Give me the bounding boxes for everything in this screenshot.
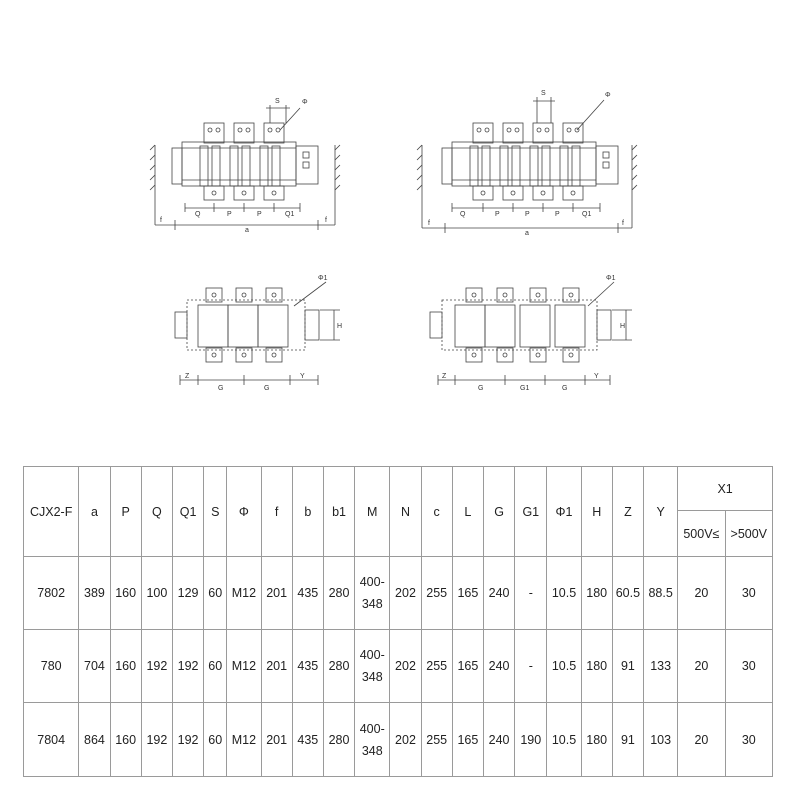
cell: 202 — [390, 703, 421, 777]
cell: 160 — [110, 703, 141, 777]
label-phi: Φ — [302, 99, 308, 106]
subheader-cell: >500V — [725, 511, 772, 557]
label-p: P — [495, 211, 500, 218]
header-cell: CJX2-F — [24, 467, 79, 557]
header-cell: Q — [141, 467, 172, 557]
header-cell: Q1 — [172, 467, 203, 557]
cell: 240 — [483, 630, 514, 703]
header-cell: G1 — [515, 467, 547, 557]
cell: 280 — [323, 557, 354, 630]
label-p: P — [227, 211, 232, 218]
header-cell: c — [421, 467, 452, 557]
cell: 180 — [581, 703, 612, 777]
label-a: a — [245, 227, 249, 234]
label-h: H — [337, 323, 343, 330]
drawing-bottom-right — [430, 282, 632, 385]
cell: 389 — [79, 557, 110, 630]
label-g: G — [218, 385, 224, 392]
label-h: H — [620, 323, 626, 330]
cell: 91 — [612, 630, 643, 703]
cell: 435 — [292, 557, 323, 630]
header-cell: a — [79, 467, 110, 557]
header-cell: P — [110, 467, 141, 557]
label-f: f — [622, 220, 624, 227]
cell: 133 — [644, 630, 678, 703]
cell: 192 — [172, 630, 203, 703]
cell: 192 — [141, 703, 172, 777]
dimension-table — [23, 466, 773, 777]
cell-m-bottom: 348 — [361, 670, 383, 684]
cell: 60 — [204, 630, 227, 703]
cell: 201 — [261, 557, 292, 630]
cell: 704 — [79, 630, 110, 703]
subheader-cell: 500V≤ — [678, 511, 725, 557]
label-z: Z — [185, 373, 190, 380]
cell-m — [355, 630, 390, 703]
cell: 240 — [483, 703, 514, 777]
header-cell: b — [292, 467, 323, 557]
header-cell: f — [261, 467, 292, 557]
cell: - — [515, 557, 547, 630]
cell: 201 — [261, 630, 292, 703]
label-s: S — [541, 90, 546, 97]
cell: 201 — [261, 703, 292, 777]
label-g: G — [264, 385, 270, 392]
header-cell: S — [204, 467, 227, 557]
cell: 280 — [323, 703, 354, 777]
cell: 30 — [725, 557, 772, 630]
header-cell: L — [452, 467, 483, 557]
cell: 88.5 — [644, 557, 678, 630]
label-p: P — [525, 211, 530, 218]
cell: - — [515, 630, 547, 703]
cell: 30 — [725, 630, 772, 703]
label-f: f — [160, 217, 162, 224]
header-cell: Z — [612, 467, 643, 557]
cell-model: 7804 — [24, 703, 79, 777]
cell-m-top: 400- — [359, 648, 385, 662]
cell: 255 — [421, 630, 452, 703]
label-g1: G1 — [520, 385, 530, 392]
cell-m-top: 400- — [359, 721, 385, 736]
cell: 165 — [452, 703, 483, 777]
label-q1: Q1 — [285, 211, 295, 218]
drawing-bottom-left — [175, 282, 343, 385]
cell: M12 — [227, 703, 261, 777]
label-q1: Q1 — [582, 211, 592, 218]
label-z: Z — [442, 373, 447, 380]
header-cell: b1 — [323, 467, 354, 557]
label-q: Q — [460, 211, 466, 218]
cell-model: 7802 — [24, 557, 79, 630]
label-f: f — [325, 217, 327, 224]
cell: 180 — [581, 630, 612, 703]
header-cell: Y — [644, 467, 678, 557]
cell: 280 — [323, 630, 354, 703]
cell-model: 780 — [24, 630, 79, 703]
label-s: S — [275, 98, 280, 105]
cell-m — [355, 557, 390, 630]
label-phi1: Φ1 — [318, 275, 328, 282]
cell: 435 — [292, 630, 323, 703]
cell: 435 — [292, 703, 323, 777]
label-q: Q — [195, 211, 201, 218]
cell: 20 — [678, 703, 725, 777]
cell: 60 — [204, 557, 227, 630]
header-cell: G — [483, 467, 514, 557]
cell-m-top: 400- — [359, 575, 385, 589]
cell: 864 — [79, 703, 110, 777]
cell: 20 — [678, 557, 725, 630]
header-cell: H — [581, 467, 612, 557]
cell-m-bottom: 348 — [361, 597, 383, 611]
cell: 165 — [452, 630, 483, 703]
header-row — [24, 467, 773, 511]
table-row — [24, 703, 773, 777]
label-y: Y — [300, 373, 305, 380]
cell-m-bottom: 348 — [361, 743, 383, 758]
cell: 10.5 — [547, 703, 581, 777]
cell: 192 — [141, 630, 172, 703]
label-g: G — [562, 385, 568, 392]
cell: 103 — [644, 703, 678, 777]
cell: 10.5 — [547, 630, 581, 703]
cell: 190 — [515, 703, 547, 777]
cell: 160 — [110, 557, 141, 630]
table-row — [24, 630, 773, 703]
cell: 240 — [483, 557, 514, 630]
cell-m — [355, 703, 390, 777]
cell: 20 — [678, 630, 725, 703]
label-p: P — [257, 211, 262, 218]
cell: 165 — [452, 557, 483, 630]
cell: 255 — [421, 557, 452, 630]
cell: 129 — [172, 557, 203, 630]
cell: 202 — [390, 630, 421, 703]
cell: 91 — [612, 703, 643, 777]
header-cell: N — [390, 467, 421, 557]
cell: M12 — [227, 630, 261, 703]
cell: 192 — [172, 703, 203, 777]
cell: 10.5 — [547, 557, 581, 630]
cell: 60 — [204, 703, 227, 777]
cell: 160 — [110, 630, 141, 703]
label-phi: Φ — [605, 92, 611, 99]
label-p: P — [555, 211, 560, 218]
header-cell: Φ1 — [547, 467, 581, 557]
cell: 202 — [390, 557, 421, 630]
header-cell: M — [355, 467, 390, 557]
cell: M12 — [227, 557, 261, 630]
label-g: G — [478, 385, 484, 392]
header-cell: Φ — [227, 467, 261, 557]
drawing-top-left — [150, 105, 340, 230]
cell: 60.5 — [612, 557, 643, 630]
cell: 255 — [421, 703, 452, 777]
cell: 30 — [725, 703, 772, 777]
cell: 180 — [581, 557, 612, 630]
header-cell-x1: X1 — [678, 467, 773, 511]
cell: 100 — [141, 557, 172, 630]
table-row — [24, 557, 773, 630]
label-a: a — [525, 230, 529, 237]
label-f: f — [428, 220, 430, 227]
label-y: Y — [594, 373, 599, 380]
label-phi1: Φ1 — [606, 275, 616, 282]
